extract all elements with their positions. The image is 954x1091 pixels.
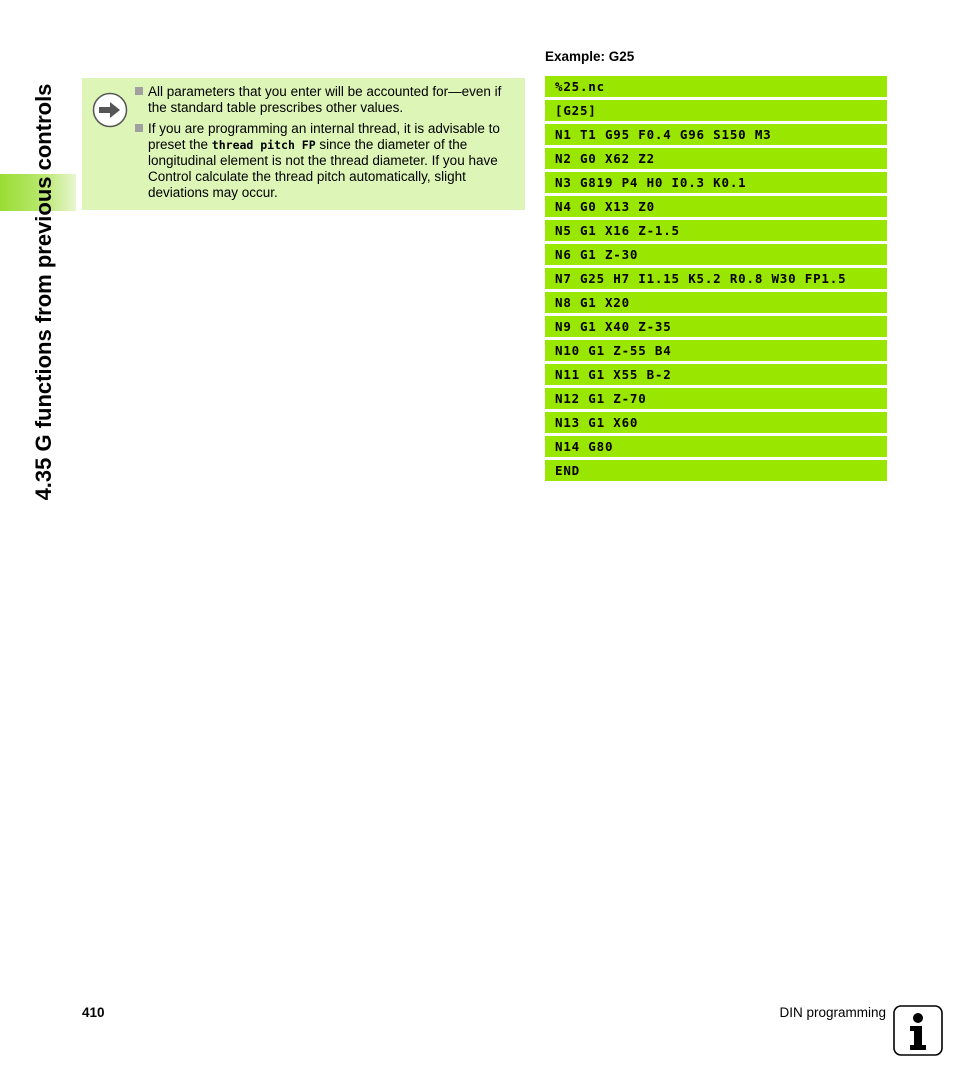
note-bullet-list — [148, 84, 516, 206]
code-line: N11 G1 X55 B-2 — [545, 364, 887, 385]
code-line: N2 G0 X62 Z2 — [545, 148, 887, 169]
example-title: Example: G25 — [545, 49, 635, 64]
code-line: END — [545, 460, 887, 481]
bullet-square-icon — [135, 87, 143, 95]
code-line: N12 G1 Z-70 — [545, 388, 887, 409]
note-bullet-2-text-start: If you are programming an internal thread, it is advisable to preset the — [148, 121, 500, 152]
code-line: N1 T1 G95 F0.4 G96 S150 M3 — [545, 124, 887, 145]
bullet-square-icon — [135, 124, 143, 132]
code-example-block — [545, 76, 887, 484]
note-bullet-2 — [148, 121, 516, 201]
code-line: N13 G1 X60 — [545, 412, 887, 433]
note-bullet-2-code: thread pitch FP — [211, 138, 316, 152]
note-bullet-2-text-end: since the diameter of the longitudinal element is not the thread diameter. If you have Control calculate the thread pitch automatically, slight deviations may occur. — [148, 137, 498, 200]
arrow-right-icon — [92, 92, 128, 128]
code-line: N8 G1 X20 — [545, 292, 887, 313]
code-line: N10 G1 Z-55 B4 — [545, 340, 887, 361]
note-bullet-1-text: All parameters that you enter will be accounted for—even if the standard table prescribes other values. — [148, 84, 502, 115]
note-bullet-1 — [148, 84, 516, 116]
code-line: N6 G1 Z-30 — [545, 244, 887, 265]
code-line: N14 G80 — [545, 436, 887, 457]
code-line: N9 G1 X40 Z-35 — [545, 316, 887, 337]
code-line: N3 G819 P4 H0 I0.3 K0.1 — [545, 172, 887, 193]
info-icon — [893, 1005, 943, 1056]
code-line: N7 G25 H7 I1.15 K5.2 R0.8 W30 FP1.5 — [545, 268, 887, 289]
code-line: N4 G0 X13 Z0 — [545, 196, 887, 217]
code-line: [G25] — [545, 100, 887, 121]
chapter-title: 4.35 G functions from previous controls — [31, 83, 56, 501]
page-number: 410 — [82, 1005, 105, 1020]
footer-section-title: DIN programming — [779, 1005, 886, 1020]
note-box — [82, 78, 525, 210]
code-line: N5 G1 X16 Z-1.5 — [545, 220, 887, 241]
code-line: %25.nc — [545, 76, 887, 97]
